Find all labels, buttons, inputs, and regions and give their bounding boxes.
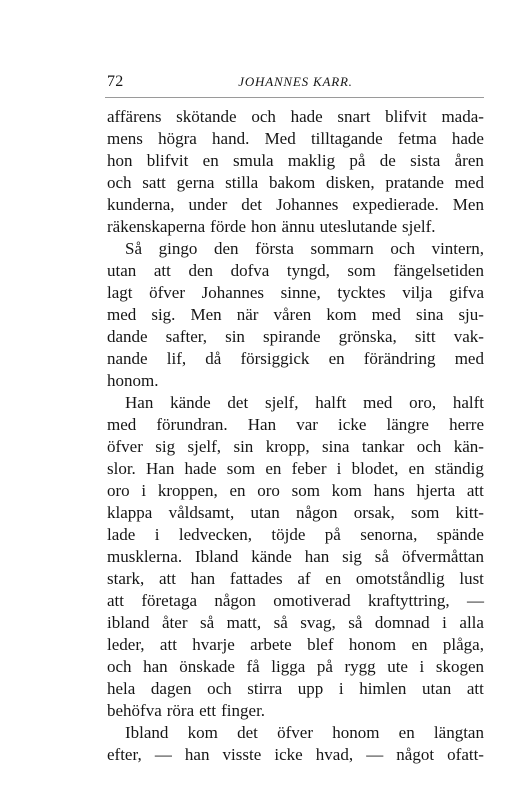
word: slor. bbox=[107, 459, 136, 478]
text-line bbox=[107, 106, 484, 128]
word: — bbox=[154, 745, 172, 764]
word: dande bbox=[107, 327, 148, 346]
word: en bbox=[408, 459, 425, 478]
word: med bbox=[363, 393, 393, 412]
word: halft bbox=[315, 393, 347, 412]
paragraph-start-line bbox=[107, 392, 484, 414]
word: högra bbox=[158, 129, 197, 148]
word: han bbox=[143, 657, 168, 676]
text-line bbox=[107, 480, 484, 502]
word: ett bbox=[199, 701, 217, 720]
text-line bbox=[107, 502, 484, 524]
word: sin bbox=[225, 327, 245, 346]
text-line bbox=[107, 304, 484, 326]
word: någon bbox=[214, 591, 256, 610]
word: kitt- bbox=[455, 503, 484, 522]
word: förundran. bbox=[156, 415, 228, 434]
word: hans bbox=[373, 481, 405, 500]
word: kom bbox=[331, 481, 362, 500]
word: lif, bbox=[166, 349, 187, 368]
word: Med bbox=[264, 129, 296, 148]
word: icke bbox=[338, 415, 367, 434]
word: smula bbox=[233, 151, 274, 170]
word: tyngd, bbox=[286, 261, 330, 280]
word: kän- bbox=[453, 437, 484, 456]
word: orsak, bbox=[353, 503, 395, 522]
word: önskade bbox=[179, 657, 235, 676]
word: herre bbox=[449, 415, 484, 434]
word: kände bbox=[251, 547, 292, 566]
word: hvad, bbox=[315, 745, 354, 764]
word: pratande bbox=[385, 173, 444, 192]
word: i bbox=[336, 459, 342, 478]
word: Johannes bbox=[276, 195, 339, 214]
word: expedierade. bbox=[352, 195, 439, 214]
page-number: 72 bbox=[107, 73, 124, 90]
word: längtan bbox=[433, 723, 484, 742]
word: matt, bbox=[226, 613, 262, 632]
word: så bbox=[199, 613, 215, 632]
word: affärens bbox=[107, 107, 162, 126]
word: himlen bbox=[359, 679, 407, 698]
word: snart bbox=[337, 107, 371, 126]
word: vilja bbox=[402, 283, 433, 302]
word: den bbox=[213, 239, 239, 258]
word: ofatt- bbox=[447, 745, 484, 764]
word: han bbox=[190, 569, 216, 588]
word: att bbox=[159, 635, 177, 654]
text-line bbox=[107, 590, 484, 612]
word: ibland bbox=[107, 613, 150, 632]
word: finger. bbox=[221, 701, 266, 720]
word: kände bbox=[170, 393, 211, 412]
word: fängelsetiden bbox=[393, 261, 484, 280]
text-line bbox=[107, 260, 484, 282]
word: efter, bbox=[107, 745, 142, 764]
word: safter, bbox=[165, 327, 207, 346]
word: Han bbox=[247, 415, 277, 434]
word: stark, bbox=[107, 569, 145, 588]
word: att bbox=[153, 261, 171, 280]
word: spände bbox=[436, 525, 484, 544]
word: i bbox=[442, 613, 447, 632]
word: våldsamt, bbox=[168, 503, 235, 522]
text-line bbox=[107, 678, 484, 700]
word: de bbox=[379, 151, 396, 170]
word: stilla bbox=[225, 173, 259, 192]
word: Ibland bbox=[125, 723, 169, 742]
word: i bbox=[338, 679, 344, 698]
word: omotiverad bbox=[273, 591, 351, 610]
word: stirra bbox=[247, 679, 283, 698]
word: Så bbox=[125, 239, 142, 258]
text-line bbox=[107, 282, 484, 304]
word: musklerna. bbox=[107, 547, 183, 566]
word: utan bbox=[250, 503, 280, 522]
word: tilltagande bbox=[310, 129, 383, 148]
word: — bbox=[466, 591, 484, 610]
word: en bbox=[411, 635, 428, 654]
word: att bbox=[158, 569, 176, 588]
word: i bbox=[141, 481, 147, 500]
word: töjde bbox=[271, 525, 306, 544]
word: gerna bbox=[176, 173, 215, 192]
word: så bbox=[348, 613, 363, 632]
word: förde bbox=[210, 217, 247, 236]
word: rygg bbox=[344, 657, 376, 676]
text-line bbox=[107, 172, 484, 194]
text-line bbox=[107, 436, 484, 458]
word: mens bbox=[107, 129, 143, 148]
word: plåga, bbox=[442, 635, 484, 654]
word: dagen bbox=[150, 679, 192, 698]
word: att bbox=[466, 679, 484, 698]
word: lust bbox=[459, 569, 484, 588]
word: en bbox=[229, 481, 246, 500]
word: när bbox=[236, 305, 259, 324]
word: räkenskaperna bbox=[107, 217, 206, 236]
word: sjelf, bbox=[187, 437, 222, 456]
word: vintern, bbox=[431, 239, 484, 258]
word: sista bbox=[410, 151, 441, 170]
word: fetma bbox=[397, 129, 437, 148]
word: som bbox=[291, 481, 320, 500]
word: gingo bbox=[158, 239, 198, 258]
word: hon bbox=[251, 217, 277, 236]
word: den bbox=[188, 261, 213, 280]
word: oro, bbox=[409, 393, 437, 412]
text-line bbox=[107, 744, 484, 766]
word: fattades bbox=[229, 569, 283, 588]
word: klappa bbox=[107, 503, 153, 522]
word: sjelf, bbox=[264, 393, 299, 412]
word: i bbox=[419, 657, 425, 676]
word: sig bbox=[342, 547, 362, 566]
paragraph-end-line bbox=[107, 700, 484, 722]
word: att bbox=[466, 481, 484, 500]
text-line bbox=[107, 194, 484, 216]
word: tankar bbox=[361, 437, 405, 456]
word: mada- bbox=[441, 107, 484, 126]
text-line bbox=[107, 546, 484, 568]
text-line bbox=[107, 612, 484, 634]
word: dofva bbox=[230, 261, 270, 280]
word: en bbox=[398, 723, 415, 742]
word: han bbox=[184, 745, 210, 764]
word: sju- bbox=[458, 305, 484, 324]
word: förändring bbox=[363, 349, 436, 368]
word: längre bbox=[386, 415, 429, 434]
word: vak- bbox=[453, 327, 484, 346]
header-rule bbox=[105, 97, 484, 98]
word: Han bbox=[146, 459, 175, 478]
word: så bbox=[374, 547, 389, 566]
word: oro bbox=[107, 481, 130, 500]
word: det bbox=[237, 723, 258, 742]
word: upp bbox=[297, 679, 324, 698]
word: åter bbox=[162, 613, 188, 632]
word: utan bbox=[422, 679, 452, 698]
word: sig bbox=[155, 437, 176, 456]
word: han bbox=[304, 547, 330, 566]
word: skötande bbox=[176, 107, 237, 126]
word: honom. bbox=[107, 371, 159, 390]
word: Men bbox=[452, 195, 484, 214]
word: oro bbox=[257, 481, 280, 500]
word: med bbox=[107, 415, 137, 434]
text-line bbox=[107, 128, 484, 150]
text-line bbox=[107, 568, 484, 590]
text-line bbox=[107, 150, 484, 172]
word: tycktes bbox=[337, 283, 386, 302]
word: en bbox=[265, 459, 282, 478]
word: hon bbox=[107, 151, 133, 170]
word: med bbox=[454, 173, 484, 192]
word: det bbox=[227, 393, 249, 412]
word: kraftyttring, bbox=[367, 591, 450, 610]
word: något bbox=[396, 745, 435, 764]
word: var bbox=[296, 415, 318, 434]
word: bakom bbox=[268, 173, 316, 192]
word: hand. bbox=[212, 129, 250, 148]
word: Ibland bbox=[194, 547, 239, 566]
word: skogen bbox=[435, 657, 484, 676]
word: så bbox=[273, 613, 288, 632]
word: som bbox=[411, 503, 440, 522]
word: utan bbox=[107, 261, 137, 280]
word: sjelf. bbox=[402, 217, 436, 236]
word: en bbox=[202, 151, 219, 170]
word: under bbox=[188, 195, 228, 214]
word: en bbox=[328, 349, 345, 368]
word: med bbox=[107, 305, 137, 324]
word: med bbox=[454, 349, 484, 368]
word: någon bbox=[295, 503, 338, 522]
word: kom bbox=[187, 723, 218, 742]
word: försiggick bbox=[240, 349, 310, 368]
word: hvarje bbox=[192, 635, 235, 654]
word: och bbox=[207, 679, 232, 698]
word: sitt bbox=[414, 327, 436, 346]
word: öfver bbox=[149, 283, 186, 302]
word: hade bbox=[184, 459, 217, 478]
word: behöfva bbox=[107, 701, 162, 720]
word: honom bbox=[332, 723, 380, 742]
word: och bbox=[107, 657, 132, 676]
text-line bbox=[107, 524, 484, 546]
page-header bbox=[107, 73, 484, 97]
word: disken, bbox=[326, 173, 375, 192]
word: och bbox=[416, 437, 442, 456]
word: och bbox=[107, 173, 132, 192]
text-line bbox=[107, 326, 484, 348]
word: öfvermåttan bbox=[401, 547, 484, 566]
word: sinne, bbox=[280, 283, 321, 302]
word: öfver bbox=[277, 723, 313, 742]
word: alla bbox=[459, 613, 484, 632]
word: ännu bbox=[281, 217, 315, 236]
word: lagt bbox=[107, 283, 133, 302]
word: senorna, bbox=[360, 525, 418, 544]
word: få bbox=[246, 657, 260, 676]
word: satt bbox=[142, 173, 166, 192]
word: i bbox=[154, 525, 160, 544]
word: feber bbox=[291, 459, 327, 478]
word: sina bbox=[322, 437, 350, 456]
word: företaga bbox=[141, 591, 198, 610]
word: Men bbox=[190, 305, 222, 324]
text-line bbox=[107, 634, 484, 656]
word: sina bbox=[415, 305, 444, 324]
word: nande bbox=[107, 349, 148, 368]
word: gifva bbox=[449, 283, 484, 302]
word: visste bbox=[222, 745, 262, 764]
word: icke bbox=[274, 745, 303, 764]
word: kroppen, bbox=[157, 481, 218, 500]
word: lade bbox=[107, 525, 136, 544]
word: sin bbox=[233, 437, 254, 456]
word: blef bbox=[307, 635, 334, 654]
word: leder, bbox=[107, 635, 145, 654]
word: röra bbox=[166, 701, 195, 720]
word: Han bbox=[125, 393, 154, 412]
word: och bbox=[251, 107, 276, 126]
word: det bbox=[241, 195, 263, 214]
word: halft bbox=[452, 393, 484, 412]
word: på bbox=[316, 657, 333, 676]
running-title: JOHANNES KARR. bbox=[238, 74, 353, 89]
word: ständig bbox=[434, 459, 484, 478]
word: hade bbox=[290, 107, 323, 126]
word: sig. bbox=[151, 305, 176, 324]
word: öfver bbox=[107, 437, 143, 456]
word: Johannes bbox=[201, 283, 264, 302]
paragraph-end-line bbox=[107, 216, 484, 238]
word: arbete bbox=[250, 635, 292, 654]
word: omotståndlig bbox=[355, 569, 445, 588]
word: domnad bbox=[374, 613, 430, 632]
word: hade bbox=[451, 129, 484, 148]
word: våren bbox=[273, 305, 312, 324]
paragraph-start-line bbox=[107, 238, 484, 260]
word: åren bbox=[454, 151, 484, 170]
word: hela bbox=[107, 679, 136, 698]
word: ligga bbox=[271, 657, 306, 676]
word: som bbox=[226, 459, 256, 478]
word: första bbox=[255, 239, 294, 258]
word: ute bbox=[387, 657, 408, 676]
word: sommarn bbox=[310, 239, 374, 258]
text-line bbox=[107, 458, 484, 480]
word: spirande bbox=[263, 327, 321, 346]
word: blifvit bbox=[146, 151, 189, 170]
word: då bbox=[205, 349, 222, 368]
text-line bbox=[107, 414, 484, 436]
word: ledvecken, bbox=[178, 525, 252, 544]
word: som bbox=[347, 261, 376, 280]
word: — bbox=[366, 745, 384, 764]
word: honom bbox=[348, 635, 397, 654]
word: svag, bbox=[300, 613, 336, 632]
word: att bbox=[107, 591, 124, 610]
paragraph-start-line bbox=[107, 722, 484, 744]
word: af bbox=[297, 569, 311, 588]
word: blodet, bbox=[351, 459, 399, 478]
word: maklig bbox=[287, 151, 336, 170]
text-line bbox=[107, 348, 484, 370]
word: blifvit bbox=[385, 107, 427, 126]
paragraph-end-line bbox=[107, 370, 484, 392]
word: och bbox=[390, 239, 415, 258]
word: kunderna, bbox=[107, 195, 175, 214]
word: på bbox=[324, 525, 341, 544]
word: hjerta bbox=[416, 481, 456, 500]
text-line bbox=[107, 656, 484, 678]
word: uteslutande bbox=[319, 217, 398, 236]
word: kropp, bbox=[265, 437, 310, 456]
word: grönska, bbox=[338, 327, 397, 346]
body-text bbox=[107, 106, 484, 766]
word: med bbox=[371, 305, 401, 324]
word: på bbox=[349, 151, 366, 170]
word: en bbox=[325, 569, 342, 588]
word: kom bbox=[326, 305, 357, 324]
